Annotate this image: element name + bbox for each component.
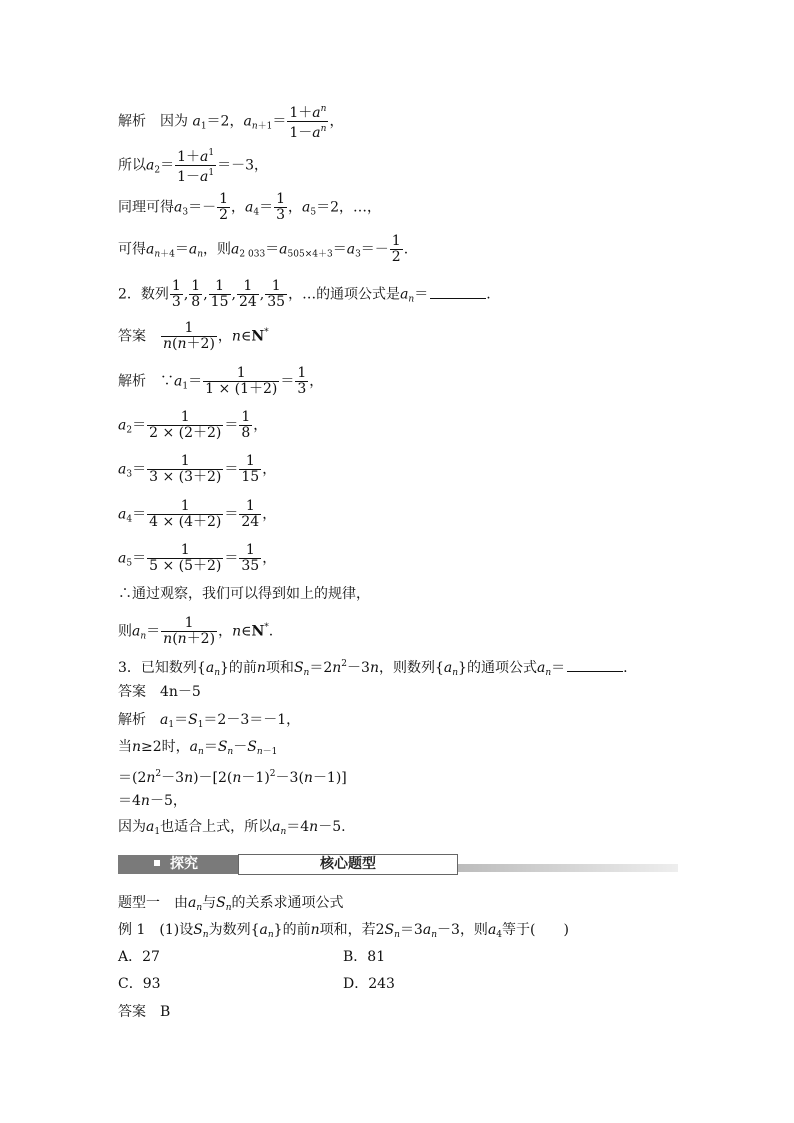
s1-line4: 可得$a_{n+4}=a_n$，则$a_{2 033}=a_{505\times 4+3}=a_3=-$ $\frac{1}{2}$ . — [118, 233, 409, 265]
q3-stem: 3．已知数列$\{a_n\}$的前n项和$S_n=2n^2-3n$，则数列$\{a_n\}$的通项公式$a_n=$ . — [118, 659, 628, 678]
s1-line3: 同理可得$a_3=-$ $\frac{1}{2}$ ，$a_4=$ $\frac{1}{3}$ ，$a_5=2$，…， — [118, 191, 382, 223]
option-d: D．243 — [343, 976, 395, 992]
fraction: $\frac{1+a^n}{1-a^n}$ — [289, 104, 327, 141]
section-banner — [118, 854, 678, 876]
analysis-label: 解析 — [118, 712, 146, 728]
q2-analysis-3: $a_3=$ $\frac{1}{3 \times (3+2)}$ ＝ $\frac{1}{15}$ ， — [118, 453, 277, 485]
fraction: $\frac{1}{2}$ — [391, 233, 401, 265]
answer-blank — [430, 284, 486, 299]
q2-analysis-4: $a_4=$ $\frac{1}{4 \times (4+2)}$ ＝ $\frac{1}{24}$ ， — [118, 498, 277, 530]
q3-analysis-2: 当n≥2时，$a_n=S_n-S_{n-1}$ — [118, 739, 278, 757]
fraction: $\frac{1}{2}$ — [219, 191, 229, 223]
banner-left: 探究 — [118, 855, 238, 874]
s1-line1: 解析 因为 $a_1=2$，$a_{n+1}=$ $\frac{1+a^n}{1-a^n}$ ， — [118, 104, 344, 141]
answer-blank — [567, 657, 623, 672]
analysis-label: 解析 — [118, 113, 146, 130]
option-a: A．27 — [118, 949, 160, 965]
q2-analysis-5: $a_5=$ $\frac{1}{5 \times (5+2)}$ ＝ $\frac{1}{35}$ ， — [118, 542, 277, 574]
q2-analysis-2: $a_2=$ $\frac{1}{2 \times (2+2)}$ ＝ $\frac{1}{8}$ ， — [118, 409, 268, 441]
q2-conclusion: ∴通过观察，我们可以得到如上的规律， — [118, 586, 370, 602]
q3-answer: 答案 4n－5 — [118, 684, 201, 700]
answer-label: 答案 — [118, 684, 146, 700]
ex1-stem: 例 1 (1)设$S_n$为数列$\{a_n\}$的前n项和，若$2S_n=3a_n-3$，则$a_4$等于( ) — [118, 922, 569, 940]
q2-answer: 答案 $\frac{1}{n(n+2)}$ ，n∈N* — [118, 320, 269, 352]
fraction: $\frac{1+a^1}{1-a^1}$ — [177, 148, 215, 185]
option-b: B．81 — [343, 949, 386, 965]
q3-analysis-3: $=(2n^2-3n)-[2(n-1)^2-3(n-1)]$ — [118, 769, 347, 786]
s1-line2: 所以$a_2=$ $\frac{1+a^1}{1-a^1}$ ＝－3， — [118, 148, 269, 185]
square-icon — [154, 860, 160, 866]
banner-right: 核心题型 — [238, 854, 458, 875]
q3-analysis-4: ＝4n－5， — [118, 793, 187, 809]
q3-analysis-5: 因为$a_1$也适合上式，所以$a_n=4n-5$. — [118, 819, 346, 837]
q2-final: 则$a_n=$ $\frac{1}{n(n+2)}$ ，n∈N*. — [118, 615, 274, 647]
option-c: C．93 — [118, 976, 161, 992]
type1-title: 题型一 由$a_n$与$S_n$的关系求通项公式 — [118, 895, 344, 913]
answer-label: 答案 — [118, 328, 146, 345]
q2-analysis-1: 解析 $\because a_1=$ $\frac{1}{1 \times (1+2)}$ ＝ $\frac{1}{3}$ ， — [118, 365, 324, 397]
analysis-label: 解析 — [118, 373, 146, 390]
fraction: $\frac{1}{3}$ — [276, 191, 286, 223]
q2-stem: 2．数列 $\frac{1}{3}$ , $\frac{1}{8}$ , $\frac{1}{15}$ , $\frac{1}{24}$ , $\frac{1}{35}$ ，…的通项公式是$a_n=$ . — [118, 278, 491, 310]
q3-analysis-1: 解析 $a_1=S_1=2-3=-1$， — [118, 712, 301, 730]
ex1-answer: 答案 B — [118, 1004, 171, 1020]
answer-label: 答案 — [118, 1004, 146, 1020]
